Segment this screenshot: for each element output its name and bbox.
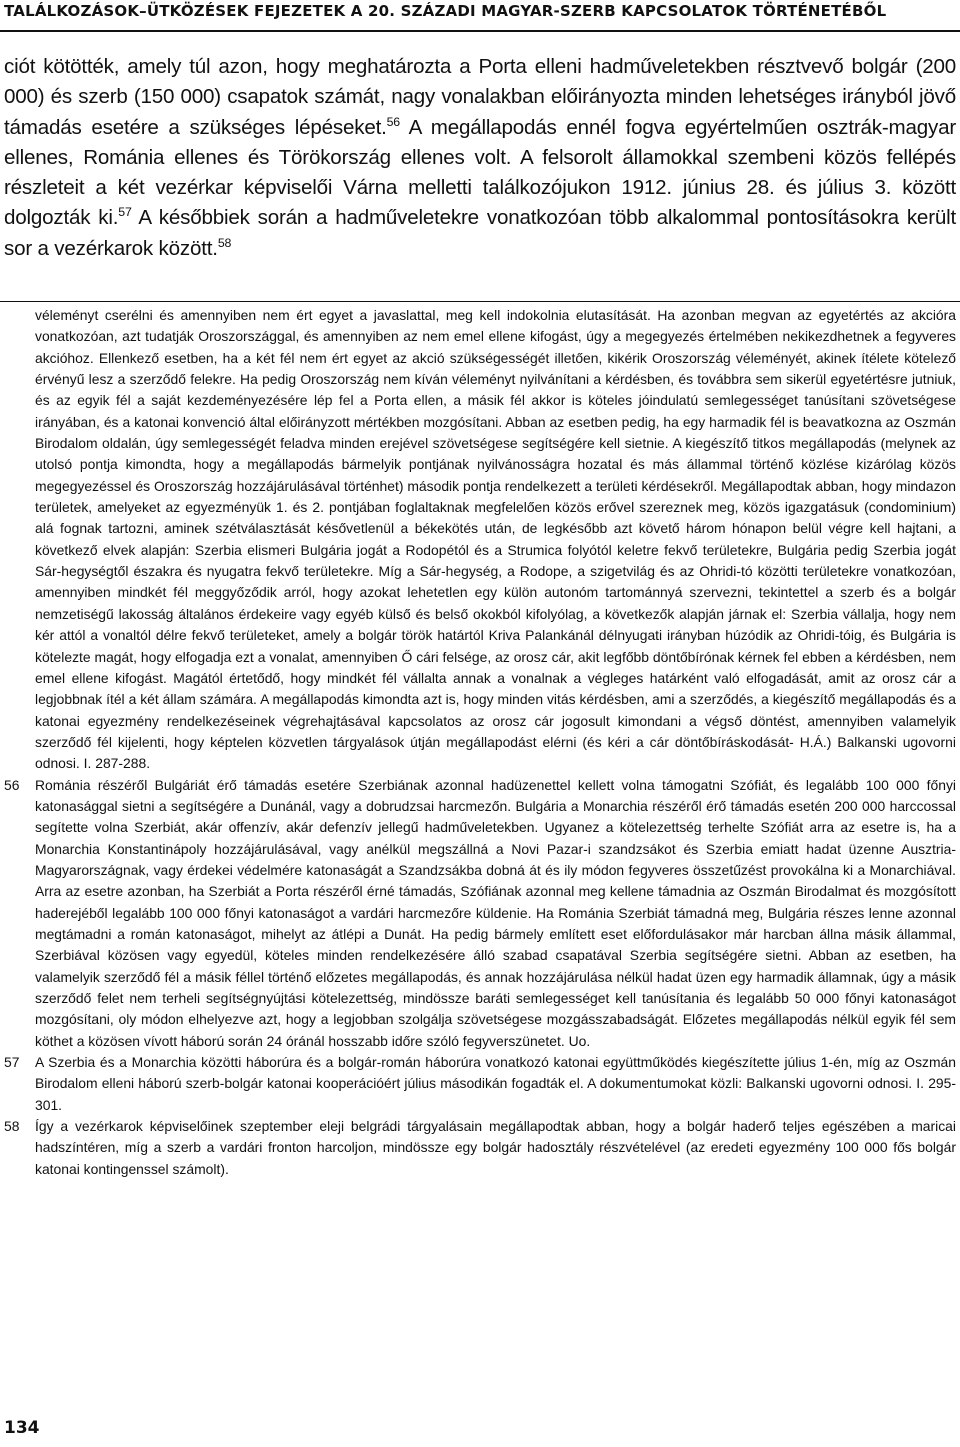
footnote-separator bbox=[0, 301, 960, 302]
main-text-sentence-1: ciót kötötték, amely túl azon, hogy meghatározta a Porta elleni hadműveletekben résztvevő bolgár (200 000) és szerb (150 000) csapatok számát, nagy vonalakban előirányozta minden lehetséges irányból jövő támadás esetére a szükséges lépéseket. bbox=[4, 55, 956, 139]
footnote-number: 57 bbox=[4, 1054, 20, 1071]
footnote-ref-57[interactable]: 57 bbox=[118, 205, 132, 220]
footnote-57 bbox=[4, 1052, 956, 1116]
footnote-text: A Szerbia és a Monarchia közötti háborúra és a bolgár-román háborúra vonatkozó katonai együttműködés kiegészítette július 1-én, míg az Oszmán Birodalom elleni háború szerb-bolgár katonai kooperációért július másodikán fogadták el. A dokumentumokat közli: Balkanski ugovorni odnosi. I. 295-301. bbox=[35, 1054, 956, 1113]
footnote-ref-56[interactable]: 56 bbox=[386, 114, 400, 129]
page-number: 134 bbox=[4, 1418, 40, 1438]
main-text-sentence-3: A későbbiek során a hadműveletekre vonatkozóan több alkalommal pontosításokra került sor a vezérkarok között. bbox=[4, 206, 956, 260]
header-rule bbox=[0, 30, 960, 32]
footnote-number: 58 bbox=[4, 1118, 20, 1135]
main-text-sentence-2: A megállapodás ennél fogva egyértelműen osztrák-magyar ellenes, Románia ellenes és Törökország ellenes volt. A felsorolt államokkal szembeni közös fellépés részleteit a két vezérkar képviselői Várna melletti találkozójukon 1912. június 28. és július 3. között dolgozták ki. bbox=[4, 115, 956, 230]
footnotes bbox=[4, 305, 956, 1180]
footnote-58 bbox=[4, 1116, 956, 1180]
main-text bbox=[4, 52, 956, 264]
footnote-number: 56 bbox=[4, 776, 20, 793]
footnote-56 bbox=[4, 775, 956, 1052]
footnote-text: Románia részéről Bulgáriát érő támadás esetére Szerbiának azonnal hadüzenettel kellett volna támogatni Szófiát, és legalább 100 000 főnyi katonasággal sietni a segítségére a Dunánál, vagy a dobrudzsai harcmezőn. Bulgária a Monarchia részéről érő támadás esetén 200 000 harccossal segítette volna Szerbiát, akár offenzív, akár defenzív jellegű hadműveletekben. Ugyanez a kötelezettség terhelte Szófiát arra az esetre is, ha a Monarchia Konstantinápoly hozzájárulásával, vagy anélkül megszállná a Novi Pazar-i szandzsákot és Szerbia emiatt hadat üzenne Ausztria-Magyarországnak, vagy érdekei védelmére katonaságát a Szandzsákba dobná át és ily módon fegyveres összetűzést provokálna ki a Monarchiával. Arra az esetre azonban, ha Szerbiát a Porta részéről érné támadás, Szófiának azonnal meg kellene támadnia az Oszmán Birodalmat és mozgósított haderejéből legalább 100 000 főnyi katonaságot a vardári harcmezőre küldenie. Ha Románia Szerbiát támadná meg, Bulgária részes lenne azonnal megtámadni a román katonaságot, mihelyt az átlépi a Dunát. Ha pedig bármely említett eset előfordulásakor már harcban állna másik állammal, Szerbiával közösen vagy egyedül, köteles minden rendelkezésére álló szabad csapatával Szerbia segítségére sietni. Abban az esetben, ha valamelyik szerződő fél a másik féllel történő előzetes megállapodás, és annak hozzájárulása nélkül hadat üzen egy harmadik államnak, úgy a másik szerződő felet nem terheli segítségnyújtási kötelezettség, mindössze baráti semlegességet kell tanúsítania és legalább 50 000 főnyi katonaságot mozgósítani, oly módon elhelyezve azt, hogy a legjobban szolgálja szövetségese mozgásszabadságát. Előzetes megállapodás nélkül egyik fél sem köthet a közösen vívott háború során 24 óránál hosszabb időre szóló fegyverszünetet. Uo. bbox=[35, 776, 956, 1049]
footnote-continuation bbox=[4, 305, 956, 775]
footnote-text: Így a vezérkarok képviselőinek szeptember eleji belgrádi tárgyalásain megállapodtak abban, hogy a bolgár haderő teljes egészében a maricai hadszíntéren, míg a szerb a vardári fronton harcoljon, mindössze egy bolgár hadosztály részvételével (az eredeti egyezmény 100 000 fős bolgár katonai kontingenssel számolt). bbox=[35, 1118, 956, 1177]
running-header: TALÁLKOZÁSOK–ÜTKÖZÉSEK FEJEZETEK A 20. SZÁZADI MAGYAR-SZERB KAPCSOLATOK TÖRTÉNETÉBŐL bbox=[4, 2, 887, 20]
footnote-ref-58[interactable]: 58 bbox=[217, 235, 232, 250]
footnote-continuation-text: véleményt cserélni és amennyiben nem ért egyet a javaslattal, meg kell indokolnia elutasítását. Ha azonban megvan az egyetértés az akcióra vonatkozóan, azt tudatják Oroszországgal, és amennyiben az nem emel ellene kifogást, úgy a megegyezés értelmében nekikezdhetnek a fegyveres akcióhoz. Ellenkező esetben, ha a két fél nem ért egyet az akció szükségességét illetően, kikérik Oroszország véleményét, akinek ítélete kötelező érvényű lesz a szerződő felekre. Ha pedig Oroszország nem kíván véleményt nyilvánítani a kérdésben, és továbbra sem sikerül egyetértésre jutniuk, és az egyik fél a saját kezdeményezésére lép fel a Porta ellen, a másik fél akkor is köteles jóindulatú semlegességet tanúsítani szövetségese irányában, és a katonai konvenció által előirányzott mértékben mozgósítani. Abban az esetben pedig, ha egy harmadik fél is beavatkozna az Oszmán Birodalom oldalán, úgy semlegességét feladva minden erejével szövetségese segítségére kell sietnie. A kiegészítő titkos megállapodás (melynek az utolsó pontja kimondta, hogy a megállapodás bármelyik pontjának nyilvánosságra hozatal és más állammal történő közlése kizárólag közös megegyezéssel és Oroszország hozzájárulásával történhet) második pontja rendelkezett a területi kérdésekről. Megállapodtak abban, hogy mindazon területek, amelyeket az egyezményük 1. és 2. pontjában foglaltaknak megfelelően közös erővel szereznek meg, közös igazgatásuk (condominium) alá fognak tartozni, aminek szétválasztását késővetlenül a békekötés után, de legkésőbb azt követő három hónapon belül végre kell hajtani, a következő elvek alapján: Szerbia elismeri Bulgária jogát a Rodopétól és a Strumica folyótól keletre fekvő területekre, Bulgária pedig Szerbia jogát Sár-hegységtől északra és nyugatra fekvő területekre. Míg a Sár-hegység, a Rodope, a szigetvilág és az Ohridi-tó közötti területekre vonatkozóan, amennyiben mindkét fél meggyőződik arról, hogy azokat lehetetlen egy külön autonóm tartománnyá szervezni, tekintettel a szerb és a bolgár nemzetiségű lakosság általános érdekeire vagy egyéb külső és belső okokból kifolyólag, a következők alapján járnak el: Szerbia vállalja, hogy nem kér attól a vonaltól délre fekvő területeket, amely a bolgár török határtól Kriva Palankánál délnyugati irányban húzódik az Ohridi-tóig, és Bulgária is kötelezte magát, hogy elfogadja ezt a vonalat, amennyiben Ő cári felsége, az orosz cár, akit legfőbb döntőbírónak kérnek fel ebben a kérdésben, nem emel ellene kifogást. Magától értetődő, hogy mindkét fél vállalta annak a vonalnak a végleges határként való elfogadását, amit az orosz cár a legjobbnak ítél a két állam számára. A megállapodás kimondta azt is, hogy minden vitás kérdésben, ami a szerződés, a kiegészítő megállapodás és a katonai egyezmény rendelkezéseinek végrehajtásával kapcsolatos az orosz cár jogosult kimondani a végső döntést, amennyiben valamelyik szerződő fél kijelenti, hogy képtelen közvetlen tárgyalások útján megállapodást elérni (és kéri a cár döntőbíráskodását- H.Á.) Balkanski ugovorni odnosi. I. 287-288. bbox=[35, 307, 956, 772]
